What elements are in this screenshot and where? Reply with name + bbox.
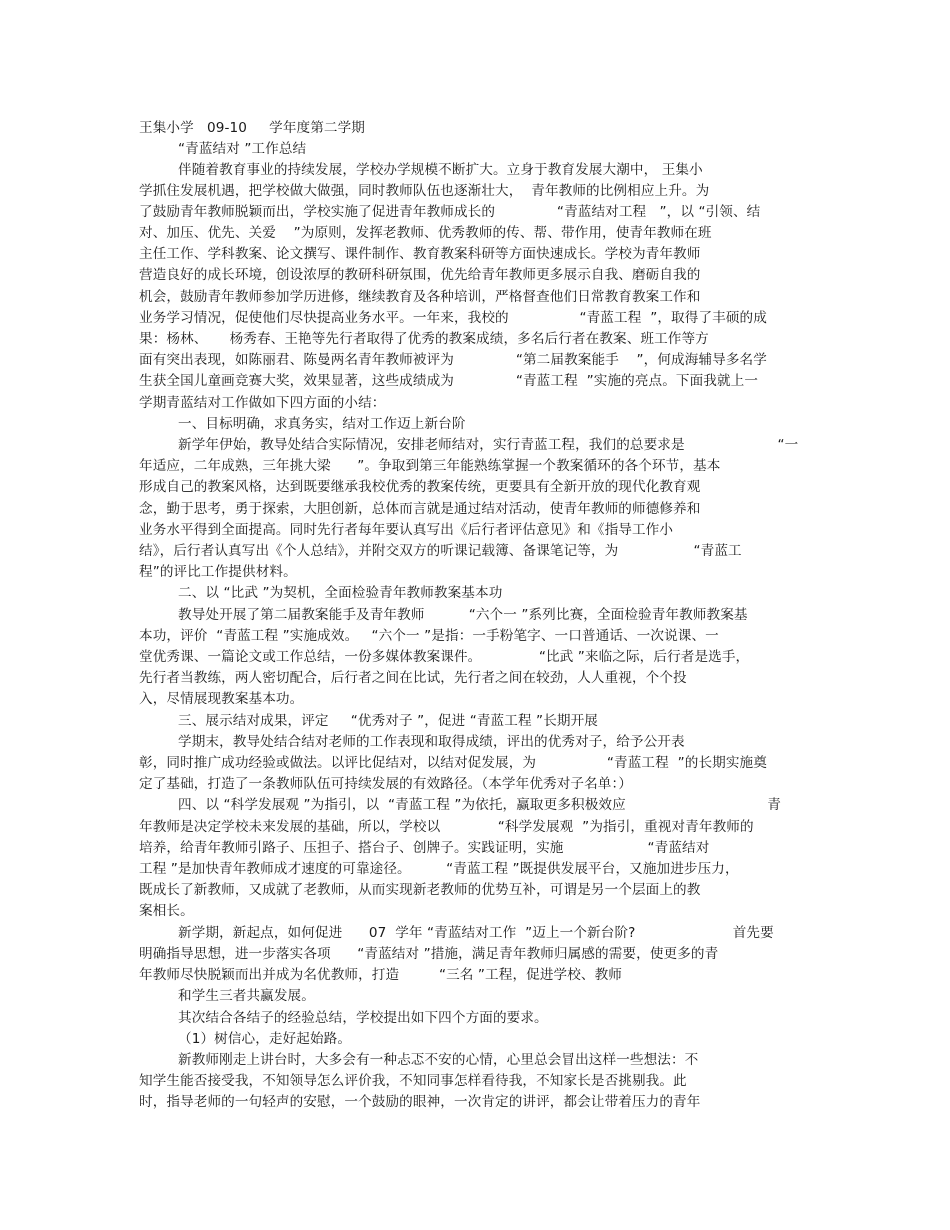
document-heading-line: “青蓝结对 ”工作总结 [178,141,307,157]
text-line: 结》，后行者认真写出《个人总结》，并附交双方的听课记载簿、备课笔记等，为 “青蓝工 [139,543,742,559]
text-line: 四、以 “科学发展观 ”为指引，以 “青蓝工程 ”为依托，赢取更多积极效应 青 [178,797,781,813]
text-line: 其次结合各结子的经验总结，学校提出如下四个方面的要求。 [178,1010,548,1026]
text-line: 教导处开展了第二届教案能手及青年教师 “六个一 ”系列比赛，全面检验青年教师教案基 [178,607,748,623]
text-line: 对、加压、优先、关爱 ”为原则，发挥老教师、优秀教师的传、帮、带作用，使青年教师在班 [139,225,712,241]
text-line: 新学期，新起点，如何促进 07 学年 “青蓝结对工作 ”迈上一个新台阶? 首先要 [178,925,774,941]
text-line: 念，勤于思考，勇于探索，大胆创新，总体而言就是通过结对活动，使青年教师的师德修养和 [139,501,701,517]
text-line: 一、目标明确，求真务实，结对工作迈上新台阶 [178,416,466,432]
text-line: 既成长了新教师，又成就了老教师，从而实现新老教师的优势互补，可谓是另一个层面上的教 [139,882,701,898]
text-line: 工程 ”是加快青年教师成才速度的可靠途径。 “青蓝工程 ”既提供发展平台，又施加进步压力， [139,861,739,877]
text-line: 时，指导老师的一句轻声的安慰，一个鼓励的眼神，一次肯定的讲评，都会让带着压力的青年 [139,1094,701,1110]
text-line: 定了基础，打造了一条教师队伍可持续发展的有效路径。（本学年优秀对子名单：） [139,776,633,792]
text-line: 培养，给青年教师引路子、压担子、搭台子、创牌子。实践证明，实施 “青蓝结对 [139,840,710,856]
text-line: 了鼓励青年教师脱颖而出，学校实施了促进青年教师成长的 “青蓝结对工程 ”，以 “引领、结 [139,204,761,220]
text-line: 伴随着教育事业的持续发展，学校办学规模不断扩大。立身于教育发展大潮中， 王集小 [178,162,703,178]
text-line: 学抓住发展机遇，把学校做大做强，同时教师队伍也逐渐壮大， 青年教师的比例相应上升。为 [139,183,710,199]
text-line: 新学年伊始，教导处结合实际情况，安排老师结对，实行青蓝工程，我们的总要求是 “一 [178,437,799,453]
text-line: 主任工作、学科教案、论文撰写、课件制作、教育教案科研等方面快速成长。学校为青年教师 [139,246,701,262]
text-line: 年适应，二年成熟，三年挑大梁 ”。争取到第三年能熟练掌握一个教案循环的各个环节，基本 [139,458,721,474]
text-line: 年教师尽快脱颖而出并成为名优教师，打造 “三名 ”工程，促进学校、教师 [139,967,622,983]
text-line: 面有突出表现，如陈丽君、陈曼两名青年教师被评为 “第二届教案能手 ”，何成海辅导多名学 [139,352,767,368]
text-line: 果：杨林、 杨秀春、王艳等先行者取得了优秀的教案成绩，多名后行者在教案、班工作等方 [139,331,709,347]
text-line: 年教师是决定学校未来发展的基础，所以，学校以 “科学发展观 ”为指引，重视对青年教师的 [139,819,754,835]
text-line: 业务水平得到全面提高。同时先行者每年要认真写出《后行者评估意见》和《指导工作小 [139,522,674,538]
text-line: 彰，同时推广成功经验或做法。以评比促结对，以结对促发展，为 “青蓝工程 ”的长期实施奠 [139,755,767,771]
text-line: 机会，鼓励青年教师参加学历进修，继续教育及各种培训，严格督查他们日常教育教案工作和 [139,289,701,305]
document-heading-line: 王集小学 09-10 学年度第二学期 [139,120,365,136]
text-line: 堂优秀课、一篇论文或工作总结，一份多媒体教案课件。 “比武 ”来临之际，后行者是选手， [139,649,750,665]
text-line: 程”的评比工作提供材料。 [139,564,297,580]
text-line: 新教师刚走上讲台时，大多会有一种忐忑不安的心情，心里总会冒出这样一些想法：不 [178,1052,699,1068]
text-line: 生获全国儿童画竞赛大奖，效果显著，这些成绩成为 “青蓝工程 ”实施的亮点。下面我就上一 [139,373,759,389]
text-line: 业务学习情况，促使他们尽快提高业务水平。一年来，我校的 “青蓝工程 ”，取得了丰硕的成 [139,310,767,326]
text-line: 学期末，教导处结合结对老师的工作表现和取得成绩，评出的优秀对子，给予公开表 [178,734,685,750]
text-line: 三、展示结对成果，评定 “优秀对子 ”，促进 “青蓝工程 ”长期开展 [178,713,598,729]
text-line: 形成自己的教案风格，达到既要继承我校优秀的教案传统，更要具有全新开放的现代化教育观 [139,479,701,495]
text-line: 二、以 “比武 ”为契机，全面检验青年教师教案基本功 [178,585,503,601]
text-line: 案相长。 [139,903,194,919]
text-line: 明确指导思想，进一步落实各项 “青蓝结对 ”措施，满足青年教师归属感的需要，使更多的青 [139,946,719,962]
text-line: 入，尽情展现教案基本功。 [139,691,304,707]
text-line: 知学生能否接受我，不知领导怎么评价我，不知同事怎样看待我，不知家长是否挑剔我。此 [139,1073,687,1089]
text-line: 和学生三者共赢发展。 [178,988,315,1004]
text-line: 学期青蓝结对工作做如下四方面的小结： [139,395,386,411]
text-line: （1）树信心，走好起始路。 [178,1031,352,1047]
text-line: 先行者当教练，两人密切配合，后行者之间在比试，先行者之间在较劲，人人重视，个个投 [139,670,687,686]
text-line: 本功，评价 “青蓝工程 ”实施成效。 “六个一 ”是指：一手粉笔字、一口普通话、一次说课、一 [139,628,719,644]
text-line: 营造良好的成长环境，创设浓厚的教研科研氛围，优先给青年教师更多展示自我、磨砺自我的 [139,267,701,283]
